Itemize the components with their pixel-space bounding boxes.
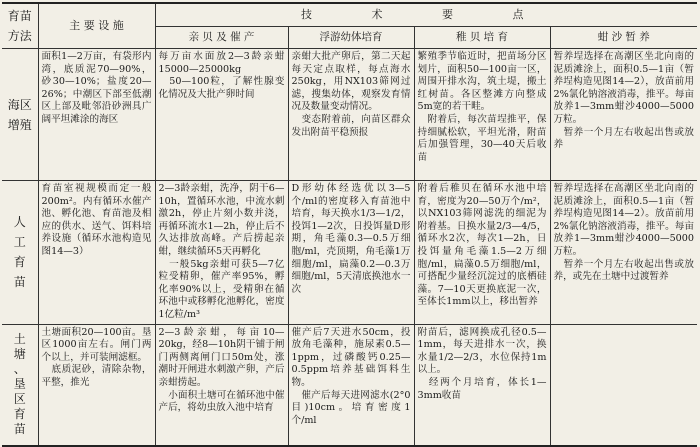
- header-facility: 主 要 设 施: [38, 3, 155, 49]
- table-row-artificial: [2, 181, 697, 325]
- method-char: 海区: [7, 97, 32, 112]
- method-char: 土: [13, 332, 26, 347]
- parent-cell: 2—3龄亲蚶，每亩10—20kg，经8—10h阴干铺于闸门两侧离闸门口50m处，涨潮时开闸进水刺激产卵，产后亲蚶捞起。 小面积土塘可在循环池中催产后，将幼虫放入池中培育: [155, 324, 288, 446]
- header-stage-spat: 稚 贝 培 育: [414, 27, 550, 49]
- method-char: 塘: [13, 347, 26, 362]
- spat-cell: 附苗后，滤网换成孔径0.5—1mm，每天进排水一次，换水量1/2—2/3，水位保持1m以上。 经两个月培育，体长1—3mm收苗: [414, 324, 550, 446]
- cultivation-table-page: [2, 2, 697, 440]
- table-row-pond: [2, 324, 697, 446]
- header-technique: 技 术 要 点: [155, 3, 697, 27]
- method-cell: [2, 49, 38, 181]
- method-char: 苗: [13, 422, 26, 437]
- temp-cell: 暂养埕选择在高潮区坐北向南的泥质滩涂上，面积0.5—1亩（暂养埕构造见图14—2），放苗前用2%氯化钠溶液消毒，推平。每亩放养1—3mm蚶沙4000—5000万粒。 暂养一个月左右收起出售或放养: [550, 49, 697, 181]
- header-row: [2, 3, 697, 27]
- temp-cell: 暂养埕选择在高潮区坐北向南的泥质滩涂上，面积0.5—1亩（暂养埕构造见图14—2）。放苗前用2%氯化钠溶液消毒，推平。每亩放养1—3mm蚶沙4000—5000万粒。 暂养一个月左右收起出售或放养，或先在土塘中过渡暂养: [550, 181, 697, 325]
- header-method-line2: 方法: [7, 29, 32, 43]
- larva-cell: D形幼体经选优以3—5个/ml的密度移入育苗池中培育，每天换水1/3—1/2，投饵1—2次，日投饵量D形期，角毛藻0.3—0.5万细胞/ml，壳顶期，角毛藻1万细胞/ml，扁藻0.2—0.3万细胞/ml，5天清底换池水一次: [288, 181, 414, 325]
- parent-cell: 2—3龄亲蚶，洗净，阴干6—10h，置循环水池，中流水刺激2h，停止片刻小数并浇，再循环流水1—2h，停止后不久达排放高峰。产后捞起亲蚶，继续循环5天再孵化 一般5kg亲蚶可获5—7亿粒受精卵，催产率95%，孵化率90%以上，受精卵在循环池中或移孵化池孵化，密度1亿粒/m³: [155, 181, 288, 325]
- method-char: 人: [13, 215, 26, 230]
- method-char: 区: [13, 392, 26, 407]
- method-cell: [2, 181, 38, 325]
- larva-cell: 亲蚶大批产卵后，第二天起每天定点取样，每点海水250kg，用NX103筛网过滤，搜集幼体，观察发育情况及数量变动情况。 变态附着前，向苗区群众发出附苗平稳预报: [288, 49, 414, 181]
- spat-cell: 繁殖季节临近时，把苗场分区划片，面积50—100亩一区，周围开排水沟，筑土堤，搬土红树苗。各区整滩方向整成5m宽的若干畦。 附着后，每次苗埕推平，保持细腻松软，平坦光滑，附苗后加强管理，30—40天后收苗: [414, 49, 550, 181]
- header-method: [2, 3, 38, 49]
- cultivation-methods-table: [2, 2, 697, 447]
- header-stage-parent: 亲 贝 及 催 产: [155, 27, 288, 49]
- temp-cell: [550, 324, 697, 446]
- facility-cell: 面积1—2万亩，有袋形内湾，底质泥70—90%，砂30—10%；盐度20—26%；中潮区下部至低潮区上部及毗邻沿砂洲具广阔平坦滩涂的海区: [38, 49, 155, 181]
- method-char: 垦: [13, 377, 26, 392]
- larva-cell: 催产后7天进水50cm，投放角毛藻种，施尿素0.5—1ppm，过磷酸钙0.25—0.5ppm培养基础饵料生物。 催产后每天进网滤水(2°0目)10cm。培育密度1个/ml: [288, 324, 414, 446]
- method-char: 、: [13, 362, 26, 377]
- method-char: 增殖: [7, 117, 32, 132]
- header-method-line1: 育苗: [7, 9, 32, 23]
- spat-cell: 附着后稚贝在循环水池中培育，密度为20—50万个/m²，以NX103筛网滤洗的细泥为附着基。日换水量2/3—4/5，循环水2次，每次1—2h，日投饵量角毛藻1.5—2万细胞/ml，扁藻0.5万细胞/ml，可搭配少量经沉淀过的底栖硅藻。7—10天更换底泥一次，至体长1mm以上，移出暂养: [414, 181, 550, 325]
- table-row-sea-area: [2, 49, 697, 181]
- facility-cell: 育苗室视规模而定一般200m²。内有循环水催产池、孵化池、育苗池及相应的供水、送气、饵料培养设施（循环水池构造见图14—3）: [38, 181, 155, 325]
- method-char: 育: [13, 407, 26, 422]
- facility-cell: 土塘面积20—100亩。垦区1000亩左右。闸门两个以上，并可装闸滤框。 底质泥砂，清除杂物，平整，推光: [38, 324, 155, 446]
- method-char: 苗: [13, 275, 26, 290]
- parent-cell: 每万亩水面放2—3龄亲蚶15000—25000kg 50—100粒，了解性腺变化情况及大批产卵时间: [155, 49, 288, 181]
- method-char: 工: [13, 235, 26, 250]
- method-cell: [2, 324, 38, 446]
- method-char: 育: [13, 255, 26, 270]
- header-stage-temp: 蚶 沙 暂 养: [550, 27, 697, 49]
- header-stage-larva: 浮游幼体培育: [288, 27, 414, 49]
